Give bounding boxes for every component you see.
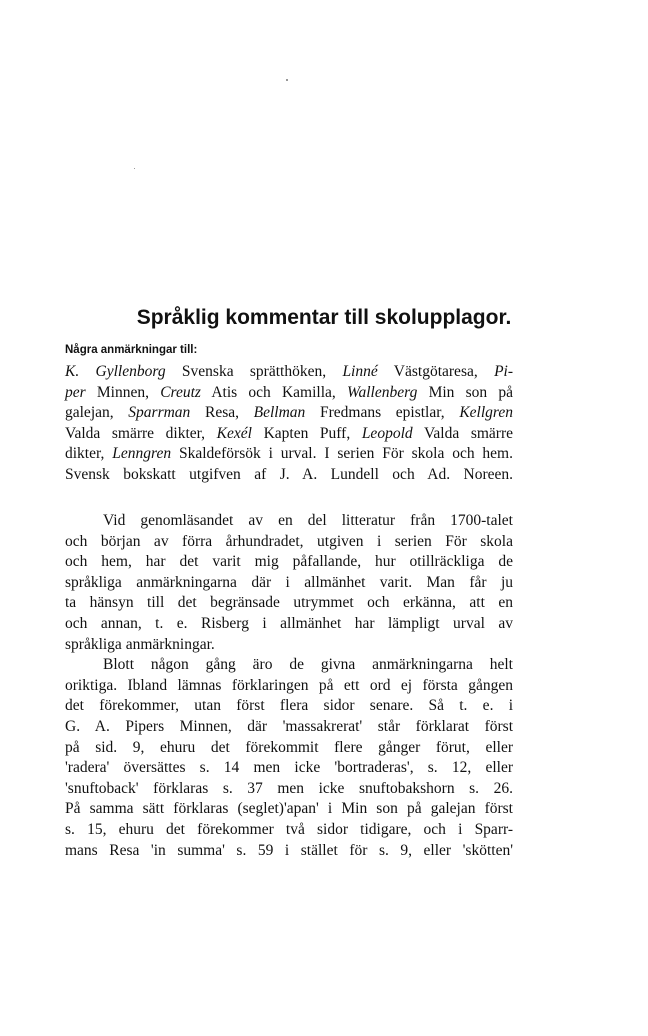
text-line: Svensk bokskatt utgifven af J. A. Lundell och Ad. Noreen. <box>65 465 513 483</box>
text-line: språkliga anmärkningar. <box>65 635 215 653</box>
text-line: s. 15, ehuru det förekommer två sidor tidigare, och i Sparr- <box>65 820 513 838</box>
text-line <box>65 403 513 424</box>
work-title: dikter, <box>65 445 113 463</box>
text-line <box>65 383 513 404</box>
work-title: Minnen, <box>85 383 161 401</box>
text-line: språkliga anmärkningarna där i allmänhet varit. Man får ju <box>65 573 513 591</box>
text-line: På samma sätt förklaras (seglet)'apan' i Min son på galejan först <box>65 800 513 818</box>
text-line: ta hänsyn till det begränsade utrymmet och erkänna, att en <box>65 594 513 612</box>
author-name: Kexél <box>216 424 252 442</box>
text-line: och hem, har det varit mig påfallande, hur otillräckliga de <box>65 553 513 571</box>
author-name: per <box>65 383 86 401</box>
author-name: Leopold <box>361 424 413 442</box>
author-name: Bellman <box>253 404 306 422</box>
commentary-body <box>65 511 513 861</box>
author-name: K. Gyllenborg <box>65 363 166 380</box>
work-title: Atis och Kamilla, <box>200 383 348 401</box>
text-line: Blott någon gång äro de givna anmärkningarna helt <box>103 656 513 674</box>
text-line <box>65 362 513 383</box>
work-title: Fredmans epistlar, <box>305 404 460 422</box>
text-line <box>65 424 513 445</box>
text-line: och början av förra århundradet, utgiven i serien För skola <box>65 532 513 550</box>
text-line: Vid genomläsandet av en del litteratur från 1700-talet <box>103 512 513 529</box>
text-line: det förekommer, utan först flera sidor senare. Så t. e. i <box>65 697 513 715</box>
subtitle: Några anmärkningar till: <box>65 344 198 356</box>
work-title: Svenska sprätthöken, <box>165 363 343 380</box>
work-title: galejan, <box>65 404 129 422</box>
page-title: Språklig kommentar till skolupplagor. <box>136 306 512 329</box>
print-speck <box>134 168 135 169</box>
author-name: Pi- <box>494 363 513 380</box>
author-name: Creutz <box>160 383 201 401</box>
work-title: Min son på <box>417 383 513 401</box>
text-line: 'snuftoback' förklaras s. 37 men icke snuftobakshorn s. 26. <box>65 779 513 797</box>
author-name: Linné <box>342 363 378 380</box>
text-line: mans Resa 'in summa' s. 59 i stället för s. 9, eller 'skötten' <box>65 841 513 859</box>
text-line: oriktiga. Ibland lämnas förklaringen på ett ord ej första gången <box>65 676 513 694</box>
work-title: Kapten Puff, <box>251 424 362 442</box>
text-line: på sid. 9, ehuru det förekommit flere gånger förut, eller <box>65 738 513 756</box>
work-title: Resa, <box>190 404 254 422</box>
text-line <box>65 444 513 465</box>
text-line: och annan, t. e. Risberg i allmänhet har lämpligt urval av <box>65 614 513 632</box>
print-speck <box>286 79 288 81</box>
author-name: Wallenberg <box>347 383 418 401</box>
author-name: Lenngren <box>112 445 172 463</box>
text-line: G. A. Pipers Minnen, där 'massakrerat' står förklarat först <box>65 717 513 735</box>
author-name: Kellgren <box>459 404 513 422</box>
work-title: Skaldeförsök i urval. I serien För skola och hem. <box>171 445 513 463</box>
author-name: Sparrman <box>128 404 191 422</box>
text-line: 'radera' översättes s. 14 men icke 'bortraderas', s. 12, eller <box>65 759 513 777</box>
bibliography-paragraph <box>65 362 513 486</box>
work-title: Valda smärre dikter, <box>65 424 217 442</box>
work-title: Valda smärre <box>412 424 513 442</box>
work-title: Västgötaresa, <box>377 363 495 380</box>
